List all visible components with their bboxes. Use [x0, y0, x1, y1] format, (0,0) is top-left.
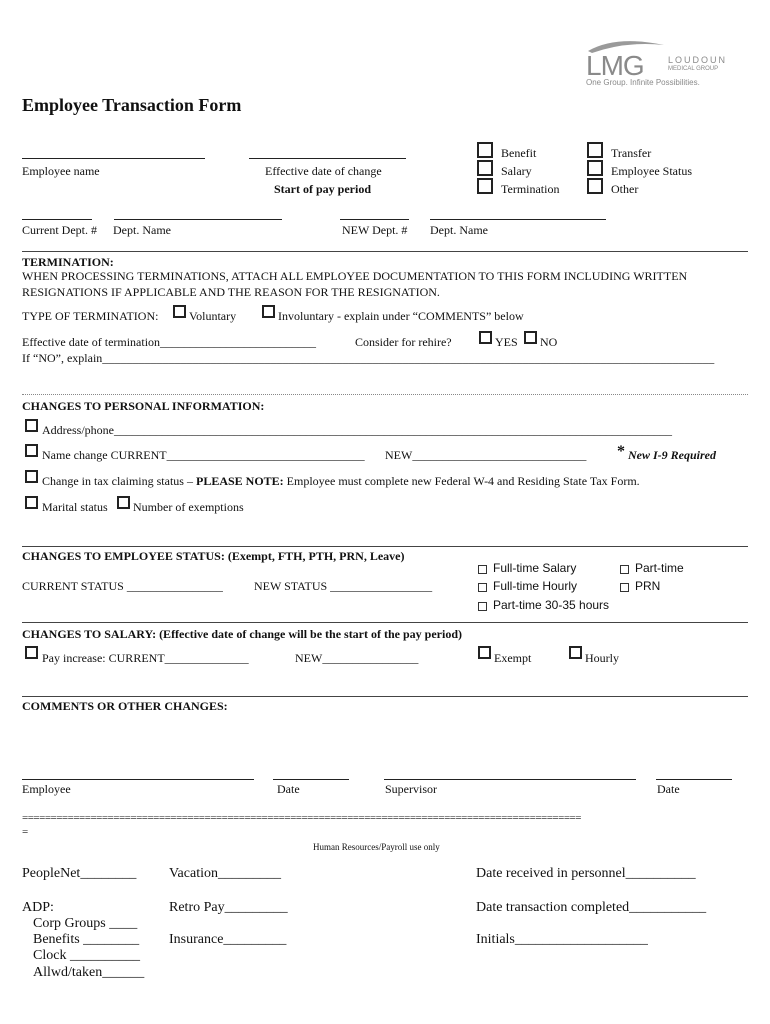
termination-heading: TERMINATION: [22, 255, 114, 269]
asterisk-marker: * [617, 443, 625, 460]
pay-increase-checkbox[interactable] [25, 646, 38, 659]
benefits-field[interactable]: Benefits ________ [33, 932, 140, 947]
effective-date-label: Effective date of change [265, 164, 382, 178]
clock-field[interactable]: Clock __________ [33, 948, 140, 963]
transfer-checkbox[interactable] [587, 142, 603, 158]
tax-note-text: Employee must complete new Federal W-4 and Residing State Tax Form. [283, 474, 640, 488]
employee-date-field[interactable] [273, 779, 349, 780]
employee-signature-field[interactable] [22, 779, 254, 780]
divider [22, 622, 748, 623]
i9-required-note: New I-9 Required [628, 448, 716, 462]
part-time-checkbox[interactable] [620, 565, 629, 574]
part-time-30-35-label: Part-time 30-35 hours [493, 598, 610, 612]
logo-letters: LMG [586, 50, 644, 81]
status-heading: CHANGES TO EMPLOYEE STATUS: (Exempt, FTH, PTH, PRN, Leave) [22, 549, 405, 563]
full-time-salary-label: Full-time Salary [493, 561, 577, 575]
logo-line1: LOUDOUN [668, 55, 728, 65]
exempt-label: Exempt [494, 651, 532, 665]
new-status-field[interactable]: NEW STATUS _________________ [254, 579, 433, 593]
current-dept-label: Current Dept. # [22, 223, 97, 237]
termination-type-label: TYPE OF TERMINATION: [22, 309, 159, 323]
rehire-no-checkbox[interactable] [524, 331, 537, 344]
new-dept-field[interactable] [340, 219, 409, 220]
transfer-label: Transfer [611, 146, 652, 160]
pay-increase-current-field[interactable]: Pay increase: CURRENT______________ [42, 651, 249, 665]
personal-heading: CHANGES TO PERSONAL INFORMATION: [22, 399, 265, 413]
voluntary-checkbox[interactable] [173, 305, 186, 318]
other-label: Other [611, 182, 639, 196]
tax-status-label [42, 474, 640, 489]
retro-pay-field[interactable]: Retro Pay_________ [169, 900, 288, 915]
supervisor-date-label: Date [657, 782, 680, 796]
marital-status-label: Marital status [42, 500, 108, 514]
peoplenet-field[interactable]: PeopleNet________ [22, 866, 137, 881]
new-dept-name-field[interactable] [430, 219, 606, 220]
date-received-field[interactable]: Date received in personnel__________ [476, 866, 696, 881]
involuntary-checkbox[interactable] [262, 305, 275, 318]
logo-tagline: One Group. Infinite Possibilities. [586, 78, 700, 87]
divider [22, 696, 748, 697]
rehire-label: Consider for rehire? [355, 335, 452, 349]
comments-heading: COMMENTS OR OTHER CHANGES: [22, 699, 228, 713]
hourly-label: Hourly [585, 651, 619, 665]
salary-label: Salary [501, 164, 532, 178]
exemptions-label: Number of exemptions [133, 500, 244, 514]
current-dept-field[interactable] [22, 219, 92, 220]
involuntary-label: Involuntary - explain under “COMMENTS” below [278, 309, 524, 323]
adp-label: ADP: [22, 900, 54, 915]
termination-note-1: WHEN PROCESSING TERMINATIONS, ATTACH ALL EMPLOYEE DOCUMENTATION TO THIS FORM INCLUDING WRITTEN [22, 269, 688, 283]
full-time-hourly-label: Full-time Hourly [493, 579, 578, 593]
pay-increase-new-field[interactable]: NEW________________ [295, 651, 419, 665]
tax-status-text: Change in tax claiming status – [42, 474, 196, 488]
termination-note-2: RESIGNATIONS IF APPLICABLE AND THE REASON FOR THE RESIGNATION. [22, 285, 440, 299]
rehire-no-label: NO [540, 335, 558, 349]
page-title: Employee Transaction Form [22, 95, 242, 115]
please-note-text: PLEASE NOTE: [195, 474, 284, 488]
employee-status-checkbox[interactable] [587, 160, 603, 176]
address-phone-checkbox[interactable] [25, 419, 38, 432]
start-pay-period-label: Start of pay period [274, 182, 371, 196]
divider [22, 546, 748, 547]
employee-name-label: Employee name [22, 164, 100, 178]
termination-label: Termination [501, 182, 560, 196]
full-time-hourly-checkbox[interactable] [478, 583, 487, 592]
if-no-explain-field[interactable]: If “NO”, explain______________________________________________________________________________________________________ [22, 351, 715, 365]
insurance-field[interactable]: Insurance_________ [169, 932, 287, 947]
name-change-checkbox[interactable] [25, 444, 38, 457]
hourly-checkbox[interactable] [569, 646, 582, 659]
date-completed-field[interactable]: Date transaction completed___________ [476, 900, 707, 915]
employee-status-label: Employee Status [611, 164, 692, 178]
employee-name-field[interactable] [22, 158, 205, 159]
initials-field[interactable]: Initials___________________ [476, 932, 648, 947]
exemptions-checkbox[interactable] [117, 496, 130, 509]
hr-separator: ================================================================================================== [22, 812, 581, 824]
salary-checkbox[interactable] [477, 160, 493, 176]
dept-name-field[interactable] [114, 219, 282, 220]
prn-label: PRN [635, 579, 661, 593]
employee-signature-label: Employee [22, 782, 71, 796]
divider [22, 394, 748, 395]
marital-status-checkbox[interactable] [25, 496, 38, 509]
allwd-taken-field[interactable]: Allwd/taken______ [33, 965, 145, 980]
name-change-current-field[interactable]: Name change CURRENT_________________________________ [42, 448, 365, 462]
current-status-field[interactable]: CURRENT STATUS ________________ [22, 579, 223, 593]
comments-area[interactable] [22, 716, 748, 774]
hr-separator-end: = [22, 826, 29, 838]
tax-status-checkbox[interactable] [25, 470, 38, 483]
termination-checkbox[interactable] [477, 178, 493, 194]
supervisor-signature-label: Supervisor [385, 782, 437, 796]
supervisor-signature-field[interactable] [384, 779, 636, 780]
benefit-label: Benefit [501, 146, 537, 160]
employee-date-label: Date [277, 782, 300, 796]
logo-line2: MEDICAL GROUP [668, 66, 719, 72]
hr-caption: Human Resources/Payroll use only [313, 842, 440, 852]
new-dept-label: NEW Dept. # [342, 223, 408, 237]
new-dept-name-label: Dept. Name [430, 223, 488, 237]
other-checkbox[interactable] [587, 178, 603, 194]
rehire-yes-label: YES [495, 335, 518, 349]
rehire-yes-checkbox[interactable] [479, 331, 492, 344]
supervisor-date-field[interactable] [656, 779, 732, 780]
effective-date-field[interactable] [249, 158, 406, 159]
benefit-checkbox[interactable] [477, 142, 493, 158]
voluntary-label: Voluntary [189, 309, 237, 323]
part-time-label: Part-time [635, 561, 684, 575]
full-time-salary-checkbox[interactable] [478, 565, 487, 574]
salary-heading: CHANGES TO SALARY: (Effective date of change will be the start of the pay period) [22, 627, 463, 641]
part-time-30-35-checkbox[interactable] [478, 602, 487, 611]
dept-name-label: Dept. Name [113, 223, 171, 237]
termination-date-field[interactable]: Effective date of termination__________________________ [22, 335, 317, 349]
name-change-new-field[interactable]: NEW_____________________________ [385, 448, 587, 462]
corp-groups-field[interactable]: Corp Groups ____ [33, 916, 138, 931]
exempt-checkbox[interactable] [478, 646, 491, 659]
prn-checkbox[interactable] [620, 583, 629, 592]
divider [22, 251, 748, 252]
vacation-field[interactable]: Vacation_________ [169, 866, 281, 881]
address-phone-field[interactable]: Address/phone_____________________________________________________________________________________________ [42, 423, 672, 437]
